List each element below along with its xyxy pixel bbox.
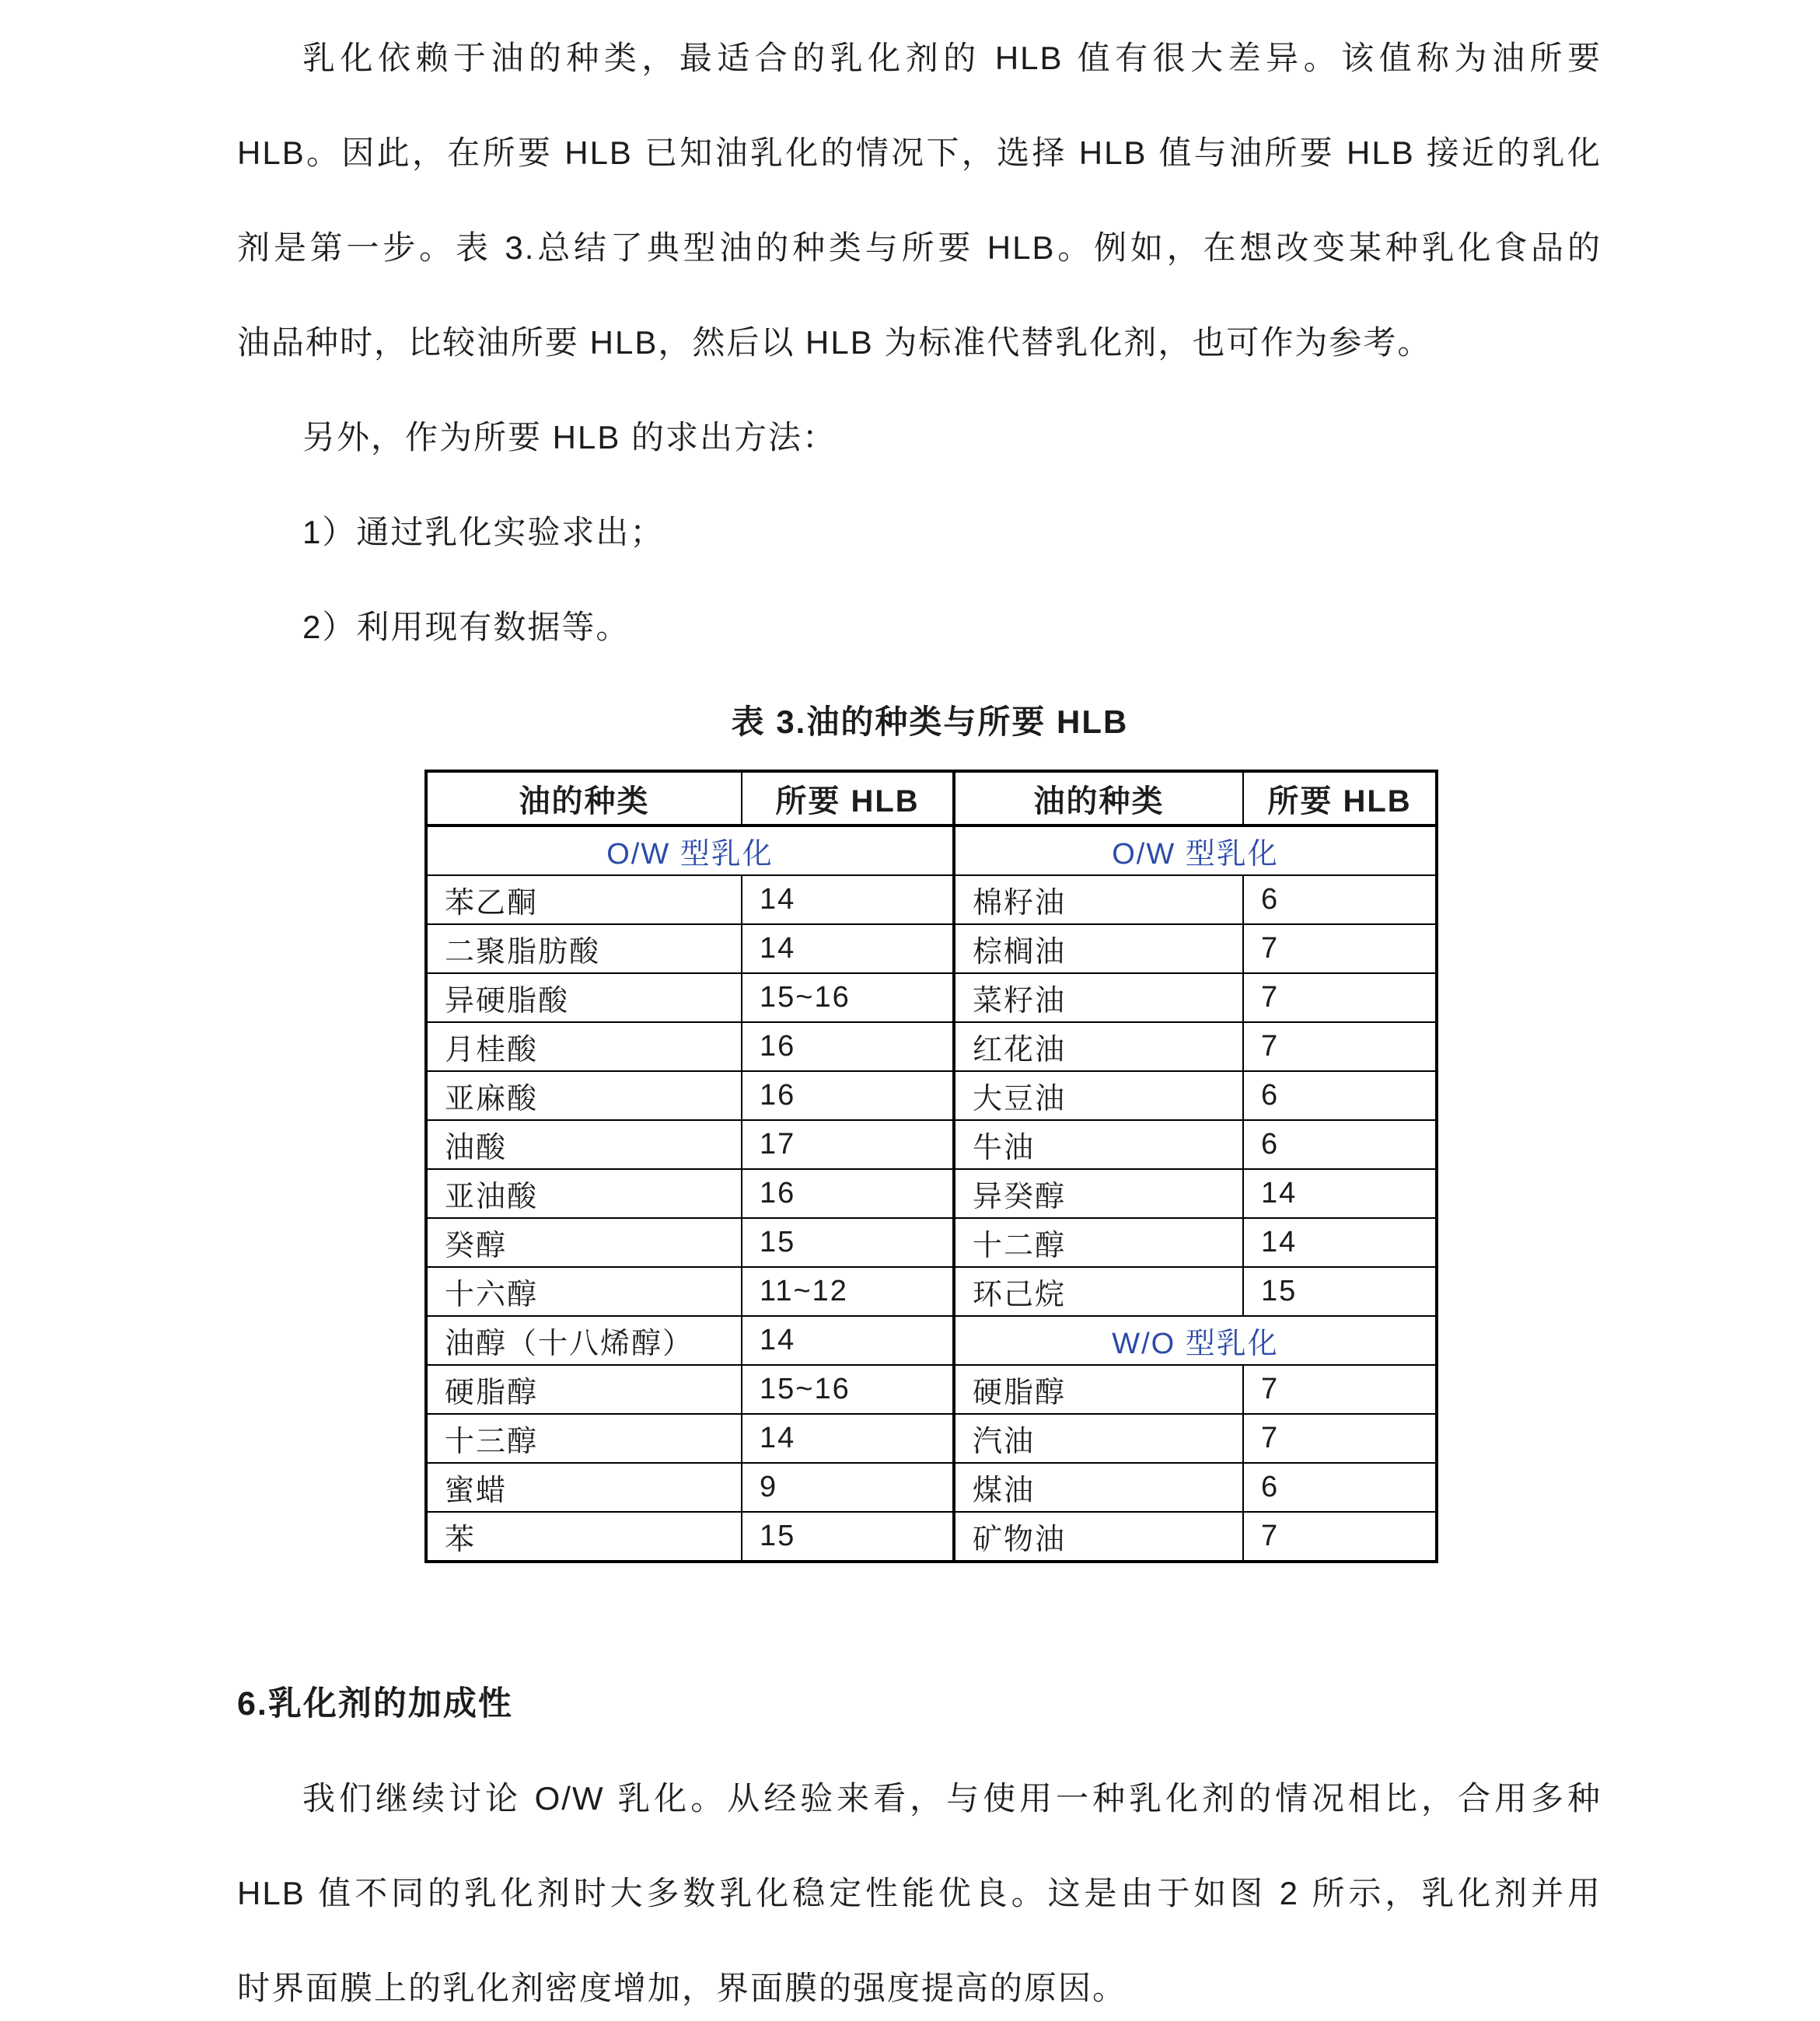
table-row-wo-section <box>426 1316 1437 1365</box>
paragraph-2 <box>237 1751 1602 2021</box>
table-row <box>426 973 1437 1022</box>
table-row <box>426 875 1437 924</box>
hlb-value-cell: 16 <box>742 1071 954 1120</box>
hlb-value-cell: 14 <box>1243 1218 1437 1267</box>
paragraph-1-line-2: HLB。因此，在所要 HLB 已知油乳化的情况下，选择 HLB 值与油所要 HLB 接近的乳化 <box>237 134 1602 171</box>
section-label-ow-right: O/W 型乳化 <box>954 826 1437 875</box>
table-row <box>426 1463 1437 1512</box>
hlb-value-cell: 6 <box>1243 1120 1437 1169</box>
table-header-row <box>426 771 1437 826</box>
oil-name-cell: 硬脂醇 <box>954 1365 1243 1414</box>
paragraph-2-line-3: 时界面膜上的乳化剂密度增加，界面膜的强度提高的原因。 <box>237 1970 1127 2006</box>
table-row <box>426 1120 1437 1169</box>
method-list-item-2: 2）利用现有数据等。 <box>302 609 631 645</box>
oil-name-cell: 二聚脂肪酸 <box>426 924 742 973</box>
oil-name-cell: 大豆油 <box>954 1071 1243 1120</box>
header-oil-type-left: 油的种类 <box>426 771 742 826</box>
hlb-value-cell: 14 <box>1243 1169 1437 1218</box>
header-required-hlb-right: 所要 HLB <box>1243 771 1437 826</box>
hlb-value-cell: 15 <box>742 1218 954 1267</box>
table-row <box>426 1169 1437 1218</box>
table-row <box>426 1512 1437 1562</box>
paragraph-1 <box>237 11 1602 390</box>
hlb-value-cell: 7 <box>1243 1414 1437 1463</box>
oil-name-cell: 异硬脂酸 <box>426 973 742 1022</box>
hlb-value-cell: 15 <box>742 1512 954 1562</box>
hlb-value-cell: 16 <box>742 1169 954 1218</box>
oil-name-cell: 苯乙酮 <box>426 875 742 924</box>
oil-name-cell: 棕榈油 <box>954 924 1243 973</box>
hlb-value-cell: 9 <box>742 1463 954 1512</box>
hlb-value-cell: 15 <box>1243 1267 1437 1316</box>
oil-name-cell: 菜籽油 <box>954 973 1243 1022</box>
table-row <box>426 1414 1437 1463</box>
oil-name-cell: 牛油 <box>954 1120 1243 1169</box>
oil-name-cell: 苯 <box>426 1512 742 1562</box>
oil-name-cell: 异癸醇 <box>954 1169 1243 1218</box>
oil-name-cell: 蜜蜡 <box>426 1463 742 1512</box>
hlb-value-cell: 15~16 <box>742 973 954 1022</box>
oil-name-cell: 红花油 <box>954 1022 1243 1071</box>
section-label-ow-left: O/W 型乳化 <box>426 826 954 875</box>
oil-name-cell: 十六醇 <box>426 1267 742 1316</box>
table-title: 表 3.油的种类与所要 HLB <box>731 703 1129 740</box>
hlb-value-cell: 14 <box>742 924 954 973</box>
hlb-value-cell: 15~16 <box>742 1365 954 1414</box>
section-label-wo-right: W/O 型乳化 <box>954 1316 1437 1365</box>
paragraph-1-line-3: 剂是第一步。表 3.总结了典型油的种类与所要 HLB。例如，在想改变某种乳化食品的 <box>237 229 1602 266</box>
paragraph-2-line-1: 我们继续讨论 O/W 乳化。从经验来看，与使用一种乳化剂的情况相比，合用多种 <box>302 1780 1602 1817</box>
paragraph-1-line-1: 乳化依赖于油的种类，最适合的乳化剂的 HLB 值有很大差异。该值称为油所要 <box>302 40 1602 76</box>
table-row <box>426 1267 1437 1316</box>
method-intro-line: 另外，作为所要 HLB 的求出方法： <box>302 419 837 456</box>
hlb-table <box>424 770 1438 1563</box>
oil-name-cell: 汽油 <box>954 1414 1243 1463</box>
table-row <box>426 1218 1437 1267</box>
hlb-value-cell: 7 <box>1243 973 1437 1022</box>
table-row <box>426 1022 1437 1071</box>
table-row <box>426 1071 1437 1120</box>
oil-name-cell: 棉籽油 <box>954 875 1243 924</box>
hlb-value-cell: 14 <box>742 1414 954 1463</box>
hlb-value-cell: 14 <box>742 1316 954 1365</box>
table-row <box>426 924 1437 973</box>
hlb-value-cell: 17 <box>742 1120 954 1169</box>
section-row-ow <box>426 826 1437 875</box>
oil-name-cell: 油酸 <box>426 1120 742 1169</box>
header-oil-type-right: 油的种类 <box>954 771 1243 826</box>
hlb-value-cell: 14 <box>742 875 954 924</box>
hlb-value-cell: 6 <box>1243 875 1437 924</box>
hlb-value-cell: 7 <box>1243 924 1437 973</box>
hlb-value-cell: 16 <box>742 1022 954 1071</box>
hlb-value-cell: 6 <box>1243 1463 1437 1512</box>
hlb-value-cell: 7 <box>1243 1512 1437 1562</box>
paragraph-1-line-4: 油品种时，比较油所要 HLB，然后以 HLB 为标准代替乳化剂，也可作为参考。 <box>237 324 1432 361</box>
oil-name-cell: 油醇（十八烯醇） <box>426 1316 742 1365</box>
table-row <box>426 1365 1437 1414</box>
method-list-item-1: 1）通过乳化实验求出； <box>302 514 665 550</box>
paragraph-2-line-2: HLB 值不同的乳化剂时大多数乳化稳定性能优良。这是由于如图 2 所示，乳化剂并用 <box>237 1875 1602 1911</box>
hlb-value-cell: 6 <box>1243 1071 1437 1120</box>
oil-name-cell: 十三醇 <box>426 1414 742 1463</box>
oil-name-cell: 煤油 <box>954 1463 1243 1512</box>
header-required-hlb-left: 所要 HLB <box>742 771 954 826</box>
oil-name-cell: 环己烷 <box>954 1267 1243 1316</box>
oil-name-cell: 硬脂醇 <box>426 1365 742 1414</box>
oil-name-cell: 亚麻酸 <box>426 1071 742 1120</box>
hlb-value-cell: 11~12 <box>742 1267 954 1316</box>
hlb-value-cell: 7 <box>1243 1022 1437 1071</box>
oil-name-cell: 亚油酸 <box>426 1169 742 1218</box>
oil-name-cell: 矿物油 <box>954 1512 1243 1562</box>
oil-name-cell: 癸醇 <box>426 1218 742 1267</box>
oil-name-cell: 月桂酸 <box>426 1022 742 1071</box>
oil-name-cell: 十二醇 <box>954 1218 1243 1267</box>
section-6-heading: 6.乳化剂的加成性 <box>237 1685 513 1723</box>
document-content <box>237 11 1602 2021</box>
hlb-value-cell: 7 <box>1243 1365 1437 1414</box>
